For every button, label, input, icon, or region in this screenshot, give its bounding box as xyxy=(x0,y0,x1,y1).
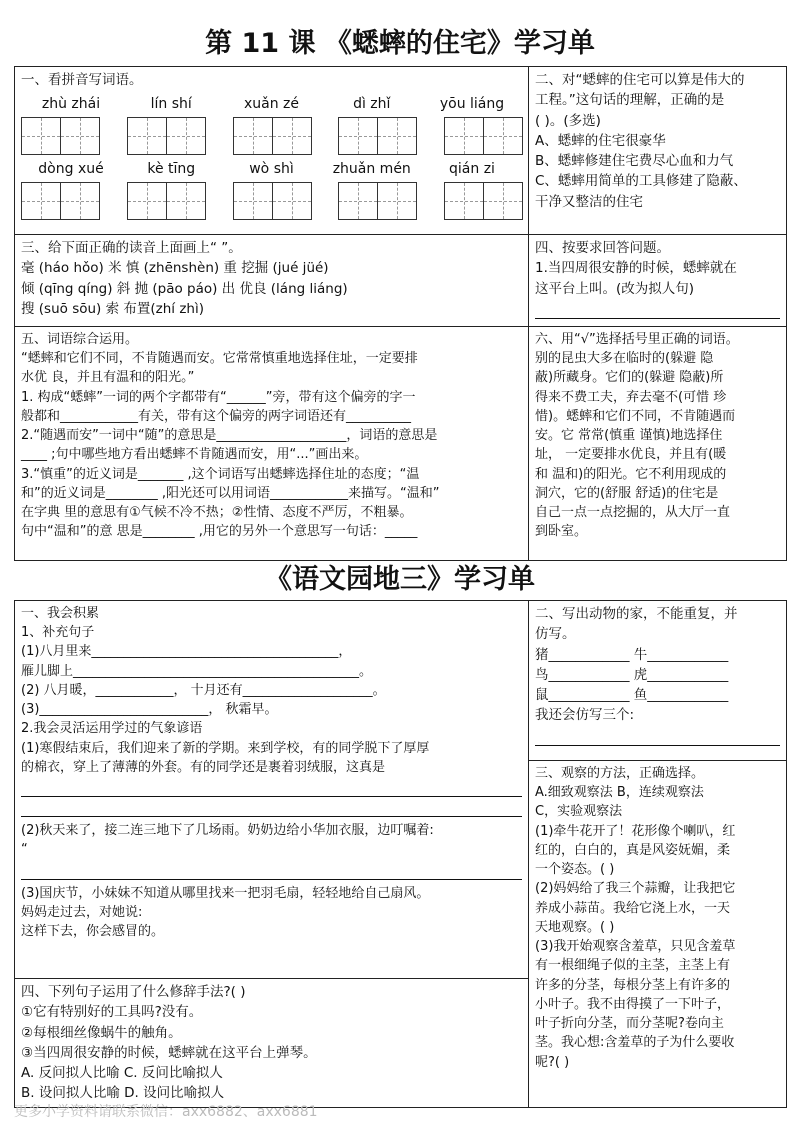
section-choose-words xyxy=(529,327,787,561)
tian-box[interactable] xyxy=(338,182,378,220)
text-line: 六、用“√”选择括号里正确的词语。 xyxy=(535,332,739,347)
text-line: 3.“慎重”的近义词是_______ ,这个词语写出蟋蟀选择住址的态度；“温 xyxy=(21,466,420,482)
text-line: 茎。我心想:含羞草的子为什么要收 xyxy=(535,1035,735,1051)
section-understanding xyxy=(529,67,787,235)
text-line: 1、补充句子 xyxy=(21,625,95,641)
section-animal-homes xyxy=(529,601,787,761)
text-line: “ xyxy=(21,842,28,858)
pinyin-item: qián zi xyxy=(449,161,495,178)
text-line: 毫 (háo hǒo) 米 慎 (zhēnshèn) 重 挖掘 (jué jüé) xyxy=(21,260,329,277)
text-line: 1. 构成“蟋蟀”一词的两个字都带有“______”旁，带有这个偏旁的字一 xyxy=(21,389,416,405)
yuwen-yuandi-title: 《语文园地三》学习单 xyxy=(265,564,535,595)
section-rhetoric xyxy=(15,979,529,1108)
text-line: 洞穴，它的(舒服 舒适)的住宅是 xyxy=(535,485,719,501)
text-line: 般都和____________有关，带有这个偏旁的两字词语还有__________ xyxy=(21,408,412,424)
pinyin-item: wò shì xyxy=(249,161,294,178)
text-line: 的棉衣，穿上了薄薄的外套。有的同学还是裹着羽绒服，这真是 xyxy=(21,759,386,775)
text-line: 到卧室。 xyxy=(535,524,588,540)
text-line: “蟋蟀和它们不同，不肯随遇而安。它常常慎重地选择住址，一定要排 xyxy=(21,351,418,367)
section-answer-question xyxy=(529,235,787,327)
pinyin-item: zhuǎn mén xyxy=(332,161,411,178)
answer-line[interactable] xyxy=(21,862,522,880)
tian-box[interactable] xyxy=(233,182,273,220)
tian-grid-row-2 xyxy=(21,182,522,220)
section-word-usage xyxy=(15,327,529,561)
text-line: 叶子折向分茎，而分茎呢?卷向主 xyxy=(535,1016,724,1032)
tian-box[interactable] xyxy=(60,117,100,155)
text-line: 1.当四周很安静的时候，蟋蟀就在 xyxy=(535,260,737,277)
text-line: (3)国庆节，小妹妹不知道从哪里找来一把羽毛扇，轻轻地给自己扇风。 xyxy=(21,885,430,901)
pinyin-item: lín shí xyxy=(150,96,192,113)
pinyin-item: yōu liáng xyxy=(439,96,505,113)
pinyin-item: dì zhǐ xyxy=(353,96,391,113)
text-line: (1)牵牛花开了！花形像个喇叭，红 xyxy=(535,823,736,839)
text-line: 鼠____________ 鱼____________ xyxy=(535,687,729,703)
tian-box[interactable] xyxy=(233,117,273,155)
tian-box[interactable] xyxy=(166,182,206,220)
footer-contact: 更多小学资料请联系微信：axx6882、axx6881 xyxy=(14,1104,318,1120)
section-pinyin xyxy=(15,67,529,235)
text-line: 许多的分茎，每根分茎上有许多的 xyxy=(535,977,731,993)
section-accumulate xyxy=(15,601,529,979)
text-line: A.细致观察法 B，连续观察法 xyxy=(535,785,704,801)
text-line: 水优 良，并且有温和的阳光。” xyxy=(21,370,195,386)
text-line: 址， 一定要排水优良，并且有(暖 xyxy=(535,447,727,463)
pinyin-item: dòng xué xyxy=(38,161,104,178)
text-line: 我还会仿写三个: xyxy=(535,707,635,724)
answer-line[interactable] xyxy=(21,799,522,817)
tian-box[interactable] xyxy=(444,117,484,155)
lesson11-table xyxy=(14,66,787,561)
text-line: 在字典 里的意思有①气候不冷不热；②性情、态度不严厉，不粗暴。 xyxy=(21,505,413,521)
text-line: 三、观察的方法，正确选择。 xyxy=(535,766,705,781)
text-line: 仿写。 xyxy=(535,626,576,643)
lesson11-title: 第 11 课 《蟋蟀的住宅》学习单 xyxy=(205,28,595,59)
text-line: C，实验观察法 xyxy=(535,804,623,820)
tian-box[interactable] xyxy=(338,117,378,155)
text-line: 四、下列句子运用了什么修辞手法?( ) xyxy=(21,984,246,1000)
text-line: 干净又整洁的住宅 xyxy=(535,193,643,210)
tian-box[interactable] xyxy=(127,117,167,155)
tian-box[interactable] xyxy=(127,182,167,220)
tian-box[interactable] xyxy=(483,117,523,155)
tian-box[interactable] xyxy=(377,117,417,155)
text-line: A. 反问拟人比喻 C. 反问比喻拟人 xyxy=(21,1065,223,1081)
text-line: 这样下去，你会感冒的。 xyxy=(21,924,165,940)
text-line: 小叶子。我不由得摸了一下叶子， xyxy=(535,996,731,1012)
text-line: ②每根细丝像蜗牛的触角。 xyxy=(21,1024,182,1041)
text-line: (2)秋天来了，接二连三地下了几场雨。奶奶边给小华加衣服，边叮嘱着: xyxy=(21,823,434,839)
text-line: (2)妈妈给了我三个蒜瓣，让我把它 xyxy=(535,881,736,897)
text-line: 2.“随遇而安”一词中“随”的意思是____________________，词语的意思是 xyxy=(21,428,438,444)
pinyin-row-2 xyxy=(21,159,522,180)
text-line: 一个姿态。( ) xyxy=(535,862,615,878)
text-line: 鸟____________ 虎____________ xyxy=(535,666,729,683)
text-line: (3)__________________________， 秋霜早。 xyxy=(21,702,278,718)
text-line: 雁儿脚上____________________________________________。 xyxy=(21,663,373,679)
text-line: 自己一点一点挖掘的，从大厅一直 xyxy=(535,505,731,521)
text-line: (1)八月里来______________________________________， xyxy=(21,644,352,660)
tian-box[interactable] xyxy=(272,117,312,155)
section-pronunciation xyxy=(15,235,529,327)
text-line: 妈妈走过去，对她说: xyxy=(21,904,143,920)
text-line: 句中“温和”的意 思是________ ,用它的另外一个意思写一句话：_____ xyxy=(21,524,418,540)
text-line: 倾 (qīng qíng) 斜 抛 (pāo páo) 出 优良 (láng liáng) xyxy=(21,280,348,297)
section-observation xyxy=(529,761,787,1108)
text-line: ( )。(多选) xyxy=(535,112,601,129)
yuandi-table xyxy=(14,600,787,1108)
text-line: 安。它 常常(慎重 谨慎)地选择住 xyxy=(535,428,723,444)
text-line: 二、对“蟋蟀的住宅可以算是伟大的 xyxy=(535,72,745,88)
tian-box[interactable] xyxy=(272,182,312,220)
tian-box[interactable] xyxy=(483,182,523,220)
text-line: 惜)。蟋蟀和它们不同，不肯随遇而 xyxy=(535,408,736,424)
text-line: ____ ;句中哪些地方看出蟋蟀不肯随遇而安，用“...”画出来。 xyxy=(21,447,368,463)
text-line: 养成小蒜苗。我给它浇上水，一天 xyxy=(535,900,731,916)
tian-box[interactable] xyxy=(444,182,484,220)
text-line: (2) 八月暖，____________， 十月还有____________________。 xyxy=(21,682,386,698)
text-line: 二、写出动物的家，不能重复，并 xyxy=(535,606,738,622)
text-line: 一、我会积累 xyxy=(21,606,100,621)
text-line: (1)寒假结束后，我们迎来了新的学期。来到学校，有的同学脱下了厚厚 xyxy=(21,740,430,756)
pinyin-item: zhù zhái xyxy=(41,96,101,113)
answer-line[interactable] xyxy=(21,779,522,797)
tian-box[interactable] xyxy=(21,117,61,155)
text-line: C、蟋蟀用简单的工具修建了隐蔽、 xyxy=(535,173,747,190)
text-line: B. 设问拟人比喻 D. 设问比喻拟人 xyxy=(21,1085,225,1102)
text-line: ①它有特别好的工具吗?没有。 xyxy=(21,1004,203,1021)
text-line: 五、词语综合运用。 xyxy=(21,332,139,347)
text-line: ③当四周很安静的时候，蟋蟀就在这平台上弹琴。 xyxy=(21,1044,317,1061)
text-line: 2.我会灵活运用学过的气象谚语 xyxy=(21,721,203,737)
text-line: B、蟋蟀修建住宅费尽心血和力气 xyxy=(535,153,734,169)
answer-line[interactable] xyxy=(535,301,780,319)
section-pinyin-title: 一、看拼音写词语。 xyxy=(21,72,143,88)
pinyin-item: xuǎn zé xyxy=(243,96,300,113)
text-line: 和”的近义词是________ ,阳光还可以用词语____________来描写。“温和” xyxy=(21,485,440,501)
text-line: 得来不费工夫，弃去毫不(可惜 珍 xyxy=(535,389,727,405)
text-line: 红的，白白的，真是风姿妩媚，柔 xyxy=(535,842,731,858)
tian-box[interactable] xyxy=(377,182,417,220)
text-line: 工程。”这句话的理解，正确的是 xyxy=(535,92,725,109)
text-line: 和 温和)的阳光。它不利用现成的 xyxy=(535,466,727,482)
text-line: 天地观察。( ) xyxy=(535,919,615,935)
text-line: 搜 (suō sōu) 索 布置(zhí zhì) xyxy=(21,300,205,317)
text-line: 呢?( ) xyxy=(535,1054,570,1070)
text-line: 这平台上叫。(改为拟人句) xyxy=(535,280,695,297)
tian-grid-row-1 xyxy=(21,117,522,155)
tian-box[interactable] xyxy=(21,182,61,220)
text-line: (3)我开始观察含羞草，只见含羞草 xyxy=(535,939,736,955)
text-line: 有一根细绳子似的主茎，主茎上有 xyxy=(535,958,731,974)
pinyin-row-1 xyxy=(21,94,522,115)
section-title: 三、给下面正确的读音上面画上“ ”。 xyxy=(21,240,242,256)
text-line: 蔽)所藏身。它们的(躲避 隐蔽)所 xyxy=(535,370,724,386)
text-line: 别的昆虫大多在临时的(躲避 隐 xyxy=(535,351,714,367)
pinyin-item: kè tīng xyxy=(147,161,196,178)
tian-box[interactable] xyxy=(166,117,206,155)
text-line: 猪____________ 牛____________ xyxy=(535,646,729,663)
text-line: 四、按要求回答问题。 xyxy=(535,240,670,256)
answer-line[interactable] xyxy=(535,728,780,746)
text-line: A、蟋蟀的住宅很豪华 xyxy=(535,132,666,149)
tian-box[interactable] xyxy=(60,182,100,220)
